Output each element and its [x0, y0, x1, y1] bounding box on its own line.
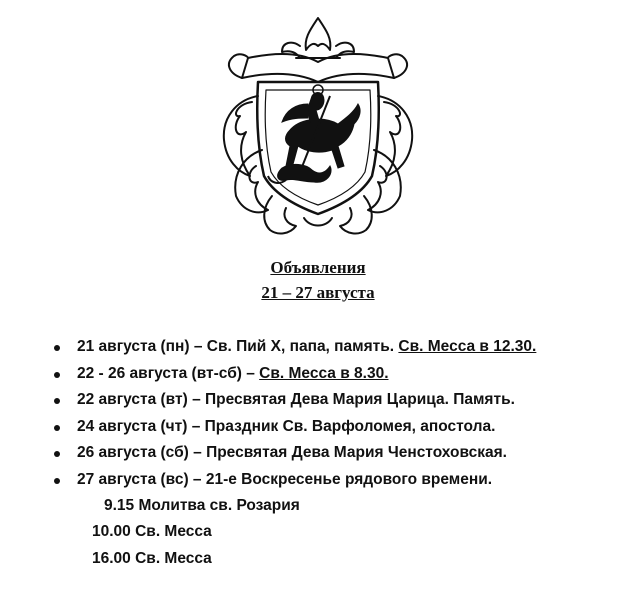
- list-item: [52, 415, 632, 442]
- schedule-line: 10.00 Св. Месса: [92, 523, 212, 540]
- item-text: 27 августа (вс) – 21-е Воскресенье рядового времени.: [77, 470, 493, 488]
- item-text: 21 августа (пн) – Св. Пий X, папа, память.: [77, 338, 399, 355]
- item-text: 24 августа (чт) – Праздник Св. Варфоломея, апостола.: [77, 417, 496, 435]
- coat-of-arms-logo: [0, 0, 636, 250]
- announcements-list: [52, 335, 632, 494]
- schedule-line: 16.00 Св. Месса: [92, 550, 212, 567]
- list-item: [52, 335, 632, 362]
- list-item: [52, 388, 632, 415]
- list-item: [52, 468, 632, 495]
- list-item: [52, 441, 632, 468]
- heading-title: Объявления: [270, 258, 366, 277]
- list-item: [52, 362, 632, 389]
- schedule-line: 9.15 Молитва св. Розария: [104, 497, 300, 514]
- item-text: 26 августа (сб) – Пресвятая Дева Мария Ченстоховская.: [77, 444, 507, 461]
- heading-dates: 21 – 27 августа: [261, 283, 375, 302]
- item-text: 22 августа (вт) – Пресвятая Дева Мария Царица. Память.: [77, 391, 515, 408]
- item-text: 22 - 26 августа (вт-сб) –: [77, 364, 260, 382]
- item-underlined-text: Св. Месса в 12.30.: [398, 338, 537, 355]
- item-underlined-text: Св. Месса в 8.30.: [259, 364, 389, 382]
